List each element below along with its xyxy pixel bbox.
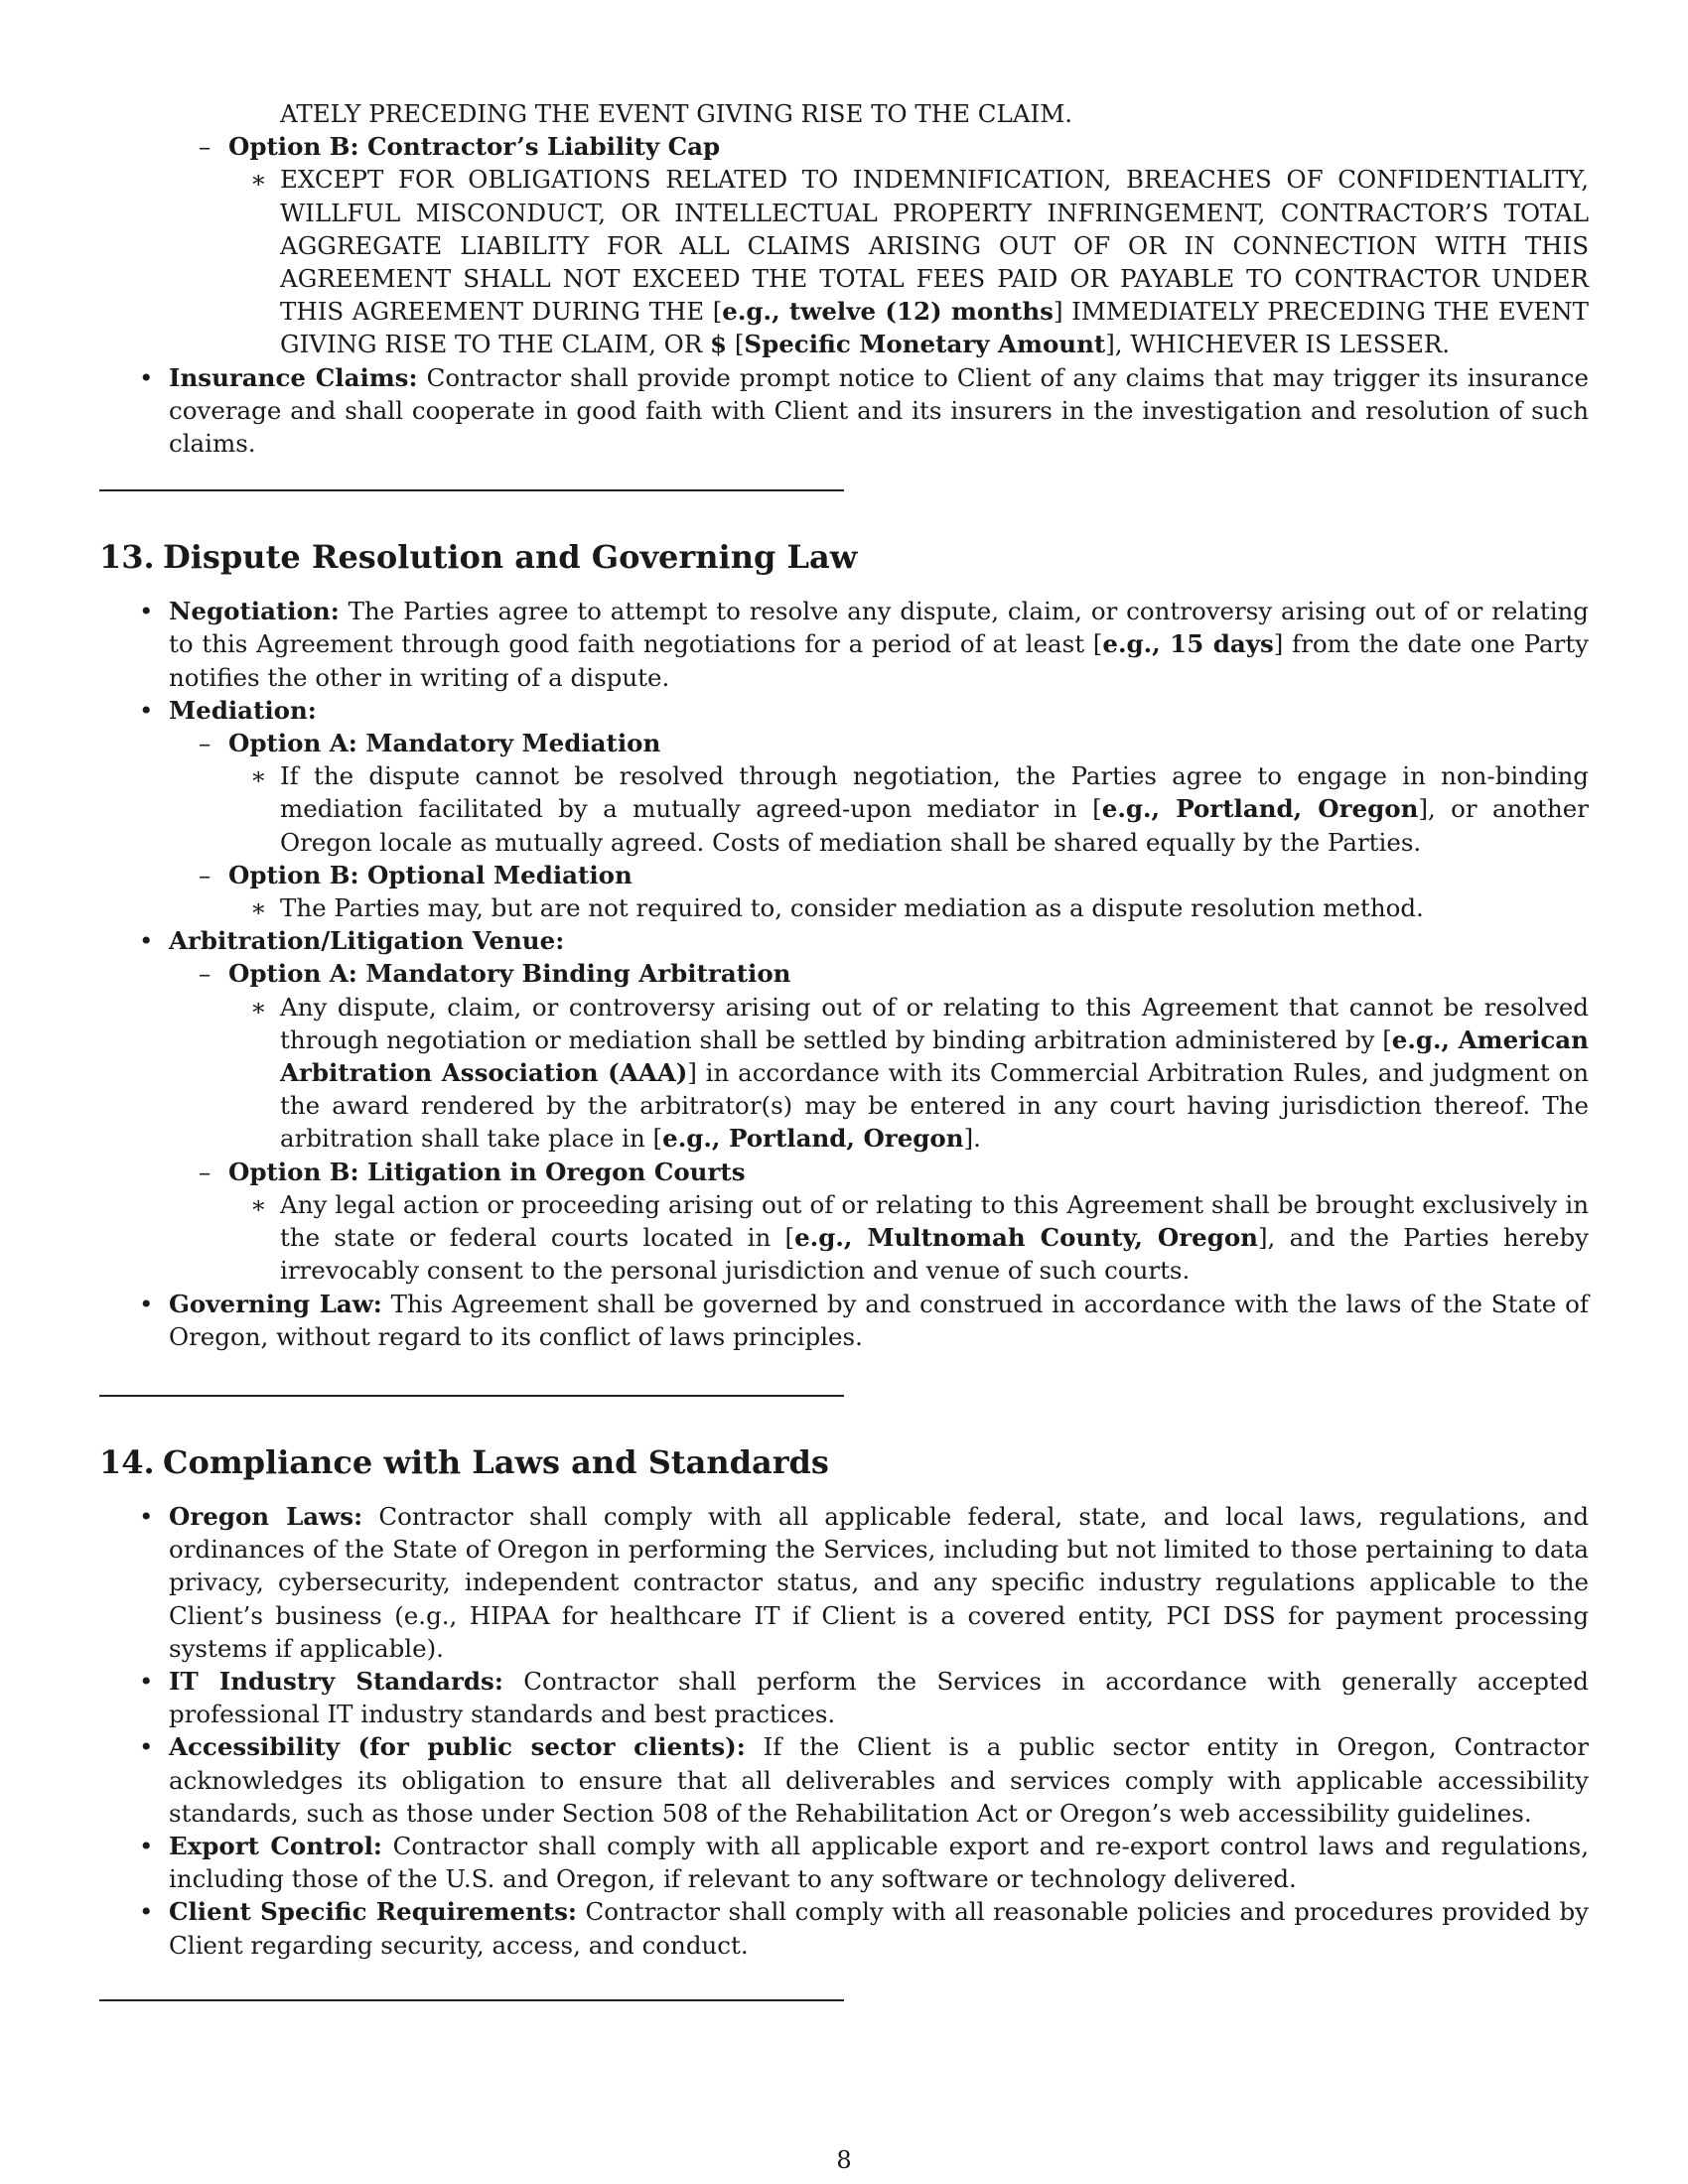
negotiation-item: • Negotiation: The Parties agree to attempt to resolve any dispute, claim, or controversy arising out of or relating to this Agreement through good faith negotiations for a period of at least [e.g., 15 days] from the date one Party notifies the other in writing of a dispute. bbox=[139, 597, 1590, 692]
mediation-option-b-text: ∗ The Parties may, but are not required to, consider mediation as a dispute resolution method. bbox=[99, 891, 1589, 924]
dash-marker: – bbox=[199, 729, 211, 758]
mediation-option-a-text: ∗ If the dispute cannot be resolved through negotiation, the Parties agree to engage in non-binding mediation facilitated by a mutually agreed-upon mediator in [e.g., Portland, Oregon], or another Oregon locale as mutually agreed. Costs of mediation shall be shared equally by the Parties. bbox=[250, 761, 1589, 857]
dash-marker: – bbox=[199, 132, 211, 162]
bullet-marker: • bbox=[139, 1732, 154, 1762]
mediation-option-b-label: Option B: Optional Mediation bbox=[228, 860, 633, 889]
mediation-item bbox=[99, 694, 1589, 727]
governing-law-label: Governing Law: bbox=[169, 1289, 382, 1318]
bullet-marker: • bbox=[139, 597, 154, 626]
arbitration-option-b-text: ∗ Any legal action or proceeding arising out of or relating to this Agreement shall be brought exclusively in the state or federal courts located in [e.g., Multnomah County, Oregon], and the Parties hereby irrevocably consent to the personal jurisdiction and venue of such courts. bbox=[250, 1189, 1589, 1286]
mediation-option-a-label: Option A: Mandatory Mediation bbox=[228, 729, 661, 758]
star-marker: ∗ bbox=[250, 165, 267, 195]
governing-law-item: • Governing Law: This Agreement shall be governed by and construed in accordance with the laws of the State of Oregon, without regard to its conflict of laws principles. bbox=[139, 1289, 1589, 1351]
insurance-claims-text: Contractor shall provide prompt notice to Client of any claims that may trigger its insurance coverage and shall cooperate in good faith with Client and its insurers in the investigation and resolution of such claims. bbox=[169, 362, 1589, 459]
item-text: Contractor shall comply with all reasonable policies and procedures provided by Client regarding security, access, and conduct. bbox=[169, 1897, 1589, 1960]
bullet-marker: • bbox=[139, 1897, 154, 1927]
star-marker: ∗ bbox=[250, 1189, 267, 1219]
item-label: Accessibility (for public sector clients): bbox=[169, 1732, 746, 1762]
page-number: 8 bbox=[836, 2146, 852, 2174]
star-marker: ∗ bbox=[250, 893, 267, 923]
arbitration-option-b bbox=[99, 1156, 1589, 1188]
section-13-list bbox=[99, 595, 1589, 1353]
section-13-number: 13. bbox=[99, 538, 155, 577]
bullet-marker: • bbox=[139, 926, 154, 956]
section-14-number: 14. bbox=[99, 1442, 155, 1481]
list-item bbox=[99, 1830, 1589, 1895]
venue-label: Arbitration/Litigation Venue: bbox=[169, 926, 565, 956]
section-divider bbox=[99, 1999, 844, 2001]
dash-marker: – bbox=[199, 1157, 211, 1186]
item-text: Contractor shall perform the Services in accordance with generally accepted professional IT industry standards and best practices. bbox=[169, 1666, 1589, 1729]
document-page bbox=[99, 97, 1589, 2142]
bullet-marker: • bbox=[139, 1666, 154, 1696]
item-text: Contractor shall comply with all applicable federal, state, and local laws, regulations, and ordinances of the State of Oregon in performing the Services, including but not limited to those pertaining to data privacy, cybersecurity, independent contractor status, and any specific industry regulations applicable to the Client’s business (e.g., HIPAA for healthcare IT if Client is a covered entity, PCI DSS for payment processing systems if applicable). bbox=[169, 1501, 1589, 1663]
option-a-tail-text: ATELY PRECEDING THE EVENT GIVING RISE TO THE CLAIM. bbox=[280, 99, 1073, 128]
insurance-claims-item bbox=[99, 361, 1589, 461]
item-text: If the Client is a public sector entity in Oregon, Contractor acknowledges its obligation to ensure that all deliverables and services comply with applicable accessibility standards, such as those under Section 508 of the Rehabilitation Act or Oregon’s web accessibility guidelines. bbox=[169, 1732, 1589, 1828]
star-marker: ∗ bbox=[250, 992, 267, 1022]
liability-option-a-tail bbox=[99, 97, 1589, 130]
dash-marker: – bbox=[199, 959, 211, 989]
list-item bbox=[99, 1665, 1589, 1730]
negotiation-label: Negotiation: bbox=[169, 597, 340, 626]
bullet-marker: • bbox=[139, 695, 154, 725]
section-14-heading bbox=[99, 1442, 1589, 1482]
mediation-label: Mediation: bbox=[169, 695, 317, 725]
mediation-option-a bbox=[99, 727, 1589, 759]
section-13-title: Dispute Resolution and Governing Law bbox=[163, 538, 858, 577]
arbitration-option-a bbox=[99, 957, 1589, 990]
venue-item bbox=[99, 924, 1589, 957]
option-b-label: Option B: Contractor’s Liability Cap bbox=[228, 132, 721, 162]
arbitration-option-b-label: Option B: Litigation in Oregon Courts bbox=[228, 1157, 746, 1186]
item-label: Client Specific Requirements: bbox=[169, 1897, 577, 1927]
section-14-list bbox=[99, 1500, 1589, 1962]
bullet-marker: • bbox=[139, 362, 154, 392]
bullet-marker: • bbox=[139, 1831, 154, 1860]
bullet-marker: • bbox=[139, 1289, 154, 1318]
section-divider bbox=[99, 1395, 844, 1397]
arbitration-option-a-text: ∗ Any dispute, claim, or controversy arising out of or relating to this Agreement that cannot be resolved through negotiation or mediation shall be settled by binding arbitration administered by [e.g., American Arbitration Association (AAA)] in accordance with its Commercial Arbitration Rules, and judgment on the award rendered by the arbitrator(s) may be entered in any court having jurisdiction thereof. The arbitration shall take place in [e.g., Portland, Oregon]. bbox=[250, 992, 1589, 1154]
item-label: IT Industry Standards: bbox=[169, 1666, 503, 1696]
list-item bbox=[99, 1730, 1589, 1830]
item-label: Export Control: bbox=[169, 1831, 382, 1860]
section-divider bbox=[99, 489, 844, 491]
star-marker: ∗ bbox=[250, 761, 267, 791]
arbitration-option-a-label: Option A: Mandatory Binding Arbitration bbox=[228, 959, 791, 989]
list-item bbox=[99, 1500, 1589, 1665]
mediation-option-b bbox=[99, 859, 1589, 891]
liability-option-b-text: ∗ EXCEPT FOR OBLIGATIONS RELATED TO INDEMNIFICATION, BREACHES OF CONFIDENTIALITY, WILLFUL MISCONDUCT, OR INTELLECTUAL PROPERTY INFRINGEMENT, CONTRACTOR’S TOTAL AGGREGATE LIABILITY FOR ALL CLAIMS ARISING OUT OF OR IN CONNECTION WITH THIS AGREEMENT SHALL NOT EXCEED THE TOTAL FEES PAID OR PAYABLE TO CONTRACTOR UNDER THIS AGREEMENT DURING THE [e.g., twelve (12) months] IMMEDIATELY PRECEDING THE EVENT GIVING RISE TO THE CLAIM, OR $ [Specific Monetary Amount], WHICHEVER IS LESSER. bbox=[250, 165, 1589, 359]
section-14-title: Compliance with Laws and Standards bbox=[163, 1442, 829, 1481]
dash-marker: – bbox=[199, 860, 211, 889]
liability-option-b bbox=[99, 130, 1589, 163]
item-text: Contractor shall comply with all applicable export and re-export control laws and regulations, including those of the U.S. and Oregon, if relevant to any software or technology delivered. bbox=[169, 1831, 1590, 1894]
bullet-marker: • bbox=[139, 1501, 154, 1531]
item-label: Oregon Laws: bbox=[169, 1501, 363, 1531]
section-13-heading bbox=[99, 537, 1589, 577]
insurance-claims-label: Insurance Claims: bbox=[169, 362, 418, 392]
list-item bbox=[99, 1895, 1589, 1961]
